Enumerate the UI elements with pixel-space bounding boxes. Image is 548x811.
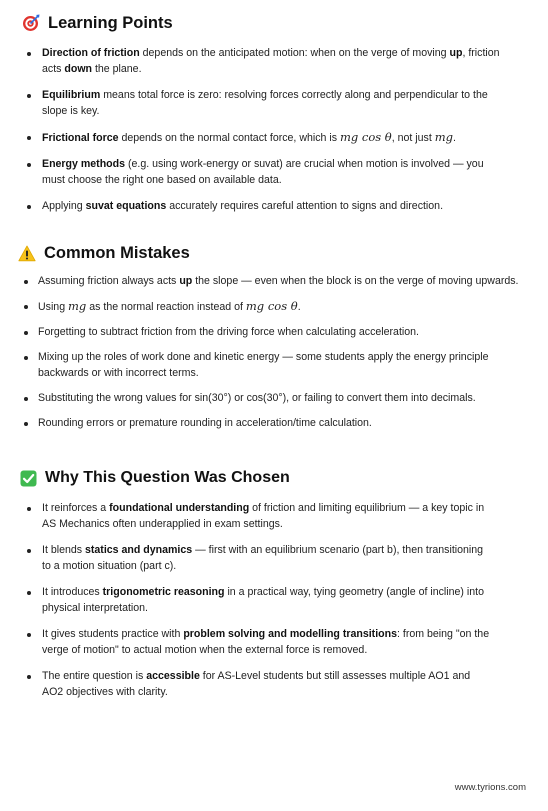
learning-points-heading (22, 12, 548, 34)
learning-points-list (22, 45, 508, 214)
check-box-icon (20, 470, 37, 487)
list-item: It gives students practice with problem solving and modelling transitions: from being "on the verge of motion" to actual motion when the external force is removed. (22, 626, 492, 658)
list-item: It introduces trigonometric reasoning in a practical way, tying geometry (angle of incline) into physical interpretation. (22, 584, 492, 616)
learning-points-section (0, 12, 548, 224)
math-expression: mg (68, 299, 87, 313)
math-expression: mg cos θ (245, 299, 298, 313)
list-item: Substituting the wrong values for sin(30°) or cos(30°), or failing to convert them into decimals. (18, 390, 523, 406)
list-item: It reinforces a foundational understanding of friction and limiting equilibrium — a key topic in AS Mechanics often underapplied in exam settings. (22, 500, 492, 532)
list-item: Mixing up the roles of work done and kinetic energy — some students apply the energy principle backwards or with incorrect terms. (18, 349, 523, 381)
target-icon (22, 14, 40, 32)
warning-icon (18, 245, 36, 262)
footer-site: www.tyrions.com (454, 782, 526, 793)
list-item: Energy methods (e.g. using work-energy or suvat) are crucial when motion is involved — you must choose the right one based on available data. (22, 156, 508, 188)
why-chosen-list (22, 500, 492, 700)
math-expression: mg (434, 130, 454, 144)
common-mistakes-heading (18, 242, 548, 264)
common-mistakes-section (0, 242, 548, 440)
why-chosen-heading (20, 467, 548, 489)
list-item: Equilibrium means total force is zero: resolving forces correctly along and perpendicular to the slope is key. (22, 87, 508, 119)
math-expression: mg cos θ (339, 130, 392, 144)
list-item: Frictional force depends on the normal contact force, which is mg cos θ, not just mg. (22, 129, 508, 146)
list-item: It blends statics and dynamics — first with an equilibrium scenario (part b), then transitioning to a motion situation (part c). (22, 542, 492, 574)
why-chosen-section (0, 467, 548, 710)
list-item: Rounding errors or premature rounding in acceleration/time calculation. (18, 415, 523, 431)
list-item: Applying suvat equations accurately requires careful attention to signs and direction. (22, 198, 508, 214)
learning-points-title: Learning Points (48, 13, 173, 32)
list-item: Direction of friction depends on the anticipated motion: when on the verge of moving up, friction acts down the plane. (22, 45, 508, 77)
common-mistakes-list (18, 273, 523, 431)
common-mistakes-title: Common Mistakes (44, 243, 190, 262)
why-chosen-title: Why This Question Was Chosen (45, 469, 290, 486)
list-item: The entire question is accessible for AS-Level students but still assesses multiple AO1 and AO2 objectives with clarity. (22, 668, 492, 700)
list-item: Forgetting to subtract friction from the driving force when calculating acceleration. (18, 324, 523, 340)
list-item: Assuming friction always acts up the slope — even when the block is on the verge of moving upwards. (18, 273, 523, 289)
list-item: Using mg as the normal reaction instead of mg cos θ. (18, 298, 523, 315)
